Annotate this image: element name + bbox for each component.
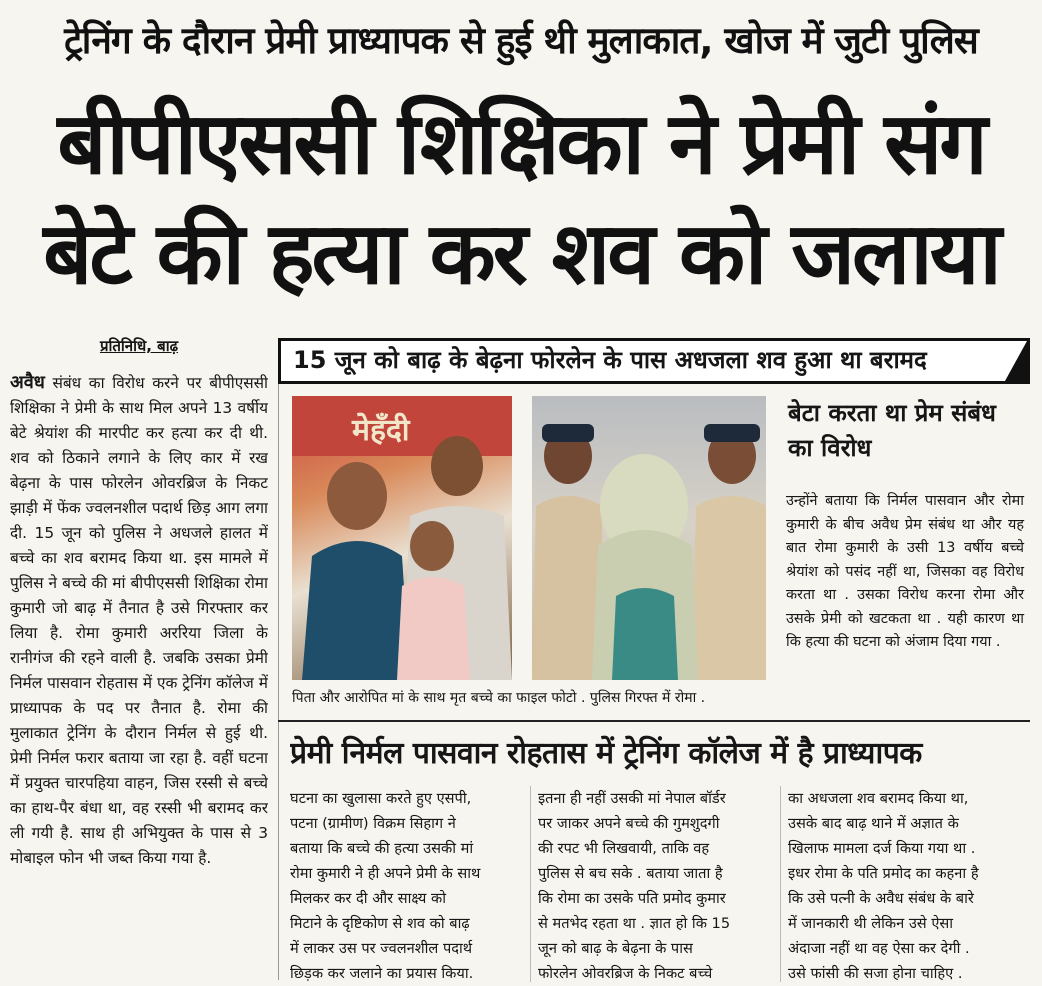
text-line: छिड़क कर जलाने का प्रयास किया. <box>290 965 474 982</box>
text-line: उसे फांसी की सजा होना चाहिए . <box>788 965 963 982</box>
kicker-headline: ट्रेनिंग के दौरान प्रेमी प्राध्यापक से हुई थी मुलाकात, खोज में जुटी पुलिस <box>64 19 978 62</box>
text-line: खिलाफ मामला दर्ज किया गया था . <box>788 840 976 857</box>
section-banner <box>278 338 1030 384</box>
text-line: पर जाकर अपने बच्चे की गुमशुदगी <box>538 815 720 832</box>
text-line: कि उसे पत्नी के अवैध संबंध के बारे <box>788 890 974 907</box>
text-line: पुलिस से बच सके . बताया जाता है <box>538 865 723 882</box>
byline: प्रतिनिधि, बाढ़ <box>99 337 179 355</box>
lead-word: अवैध <box>10 372 45 393</box>
column-separator <box>530 786 531 982</box>
family-photo-illustration <box>292 396 512 680</box>
text-line: मिलकर कर दी और साक्ष्य को <box>290 890 446 907</box>
photo-caption: पिता और आरोपित मां के साथ मृत बच्चे का फाइल फोटो . पुलिस गिरफ्त में रोमा . <box>292 690 706 706</box>
arrest-photo <box>532 396 766 680</box>
sidebox-heading: बेटा करता था प्रेम संबंध का विरोध <box>788 399 996 462</box>
text-line: फोरलेन ओवरब्रिज के निकट बच्चे <box>538 965 713 982</box>
section-rule <box>278 720 1030 722</box>
banner-text: 15 जून को बाढ़ के बेढ़ना फोरलेन के पास अधजला शव हुआ था बरामद <box>293 346 927 374</box>
text-line: में लाकर उस पर ज्वलनशील पदार्थ <box>290 940 473 957</box>
banner-corner <box>1005 341 1027 381</box>
text-line: में जानकारी थी लेकिन उसे ऐसा <box>788 915 954 932</box>
sidebox-body: उन्होंने बताया कि निर्मल पासवान और रोमा कुमारी के बीच अवैध प्रेम संबंध था और यह बात रोमा कुमारी के उसी 13 वर्षीय बच्चे श्रेयांश को पसंद नहीं था, जिसका वह विरोध करता था . उसका विरोध करना रोमा और उसके प्रेमी को खटकता था . यही कारण था कि हत्या की घटना को अंजाम दिया गया . <box>786 493 1024 650</box>
text-line: इधर रोमा के पति प्रमोद का कहना है <box>788 865 979 882</box>
bottom-column-1 <box>290 786 526 984</box>
text-line: अंदाजा नहीं था वह ऐसा कर देगी . <box>788 940 970 957</box>
column-divider <box>278 340 279 980</box>
subheadline: प्रेमी निर्मल पासवान रोहतास में ट्रेनिंग कॉलेज में है प्राध्यापक <box>290 736 922 771</box>
text-line: घटना का खुलासा करते हुए एसपी, <box>290 790 472 807</box>
text-line: की रपट भी लिखवायी, ताकि वह <box>538 840 710 857</box>
text-line: बताया कि बच्चे की हत्या उसकी मां <box>290 840 474 857</box>
text-line: कि रोमा का उसके पति प्रमोद कुमार <box>538 890 726 907</box>
text-line: से मतभेद रहता था . ज्ञात हो कि 15 <box>538 915 731 932</box>
headline-line-1: बीपीएससी शिक्षिका ने प्रेमी संग <box>57 94 985 194</box>
text-line: मिटाने के दृष्टिकोण से शव को बाढ़ <box>290 915 470 932</box>
text-line: इतना ही नहीं उसकी मां नेपाल बॉर्डर <box>538 790 726 807</box>
text-line: का अधजला शव बरामद किया था, <box>788 790 969 807</box>
text-line: रोमा कुमारी ने ही अपने प्रेमी के साथ <box>290 865 481 882</box>
bottom-column-2 <box>538 786 774 984</box>
headline-line-2: बेटे की हत्या कर शव को जलाया <box>43 204 999 304</box>
left-body-text: संबंध का विरोध करने पर बीपीएससी शिक्षिका ने प्रेमी के साथ मिल अपने 13 वर्षीय बेटे श्रेयांश की मारपीट कर हत्या कर दी थी. शव को ठिकाने लगाने के लिए कार में रख बेढ़ना के पास फोरलेन ओवरब्रिज के निकट झाड़ी में फेंक ज्वलनशील पदार्थ छिड़ आग लगा दी. 15 जून को पुलिस ने अधजले हालत में बच्चे का शव बरामद किया था. इस मामले में पुलिस ने बच्चे की मां बीपीएससी शिक्षिका रोमा कुमारी जो बाढ़ में तैनात है उसे गिरफ्तार कर लिया है. रोमा कुमारी अररिया जिला के रानीगंज की रहने वाली है. जबकि उसका प्रेमी निर्मल पासवान रोहतास में एक ट्रेनिंग कॉलेज में प्राध्यापक के पद पर तैनात है. रोमा की मुलाकात ट्रेनिंग के दौरान निर्मल से हुई थी. प्रेमी निर्मल फरार बताया जा रहा है. वहीं घटना में प्रयुक्त चारपहिया वाहन, जिस रस्सी से बच्चे का हाथ-पैर बंधा था, वह रस्सी भी बरामद कर ली गयी है. साथ ही अभियुक्त के पास से 3 मोबाइल फोन भी जब्त किया गया है. <box>10 374 268 867</box>
text-line: पटना (ग्रामीण) विक्रम सिहाग ने <box>290 815 456 832</box>
left-column-body <box>10 370 268 871</box>
arrest-photo-illustration <box>532 396 766 680</box>
bottom-column-3 <box>788 786 1028 984</box>
left-column <box>10 336 268 981</box>
photo-sign-text: मेहँदी <box>352 413 410 448</box>
column-separator <box>780 786 781 982</box>
text-line: उसके बाद बाढ़ थाने में अज्ञात के <box>788 815 959 832</box>
text-line: जून को बाढ़ के बेढ़ना के पास <box>538 940 693 957</box>
family-file-photo <box>292 396 512 680</box>
